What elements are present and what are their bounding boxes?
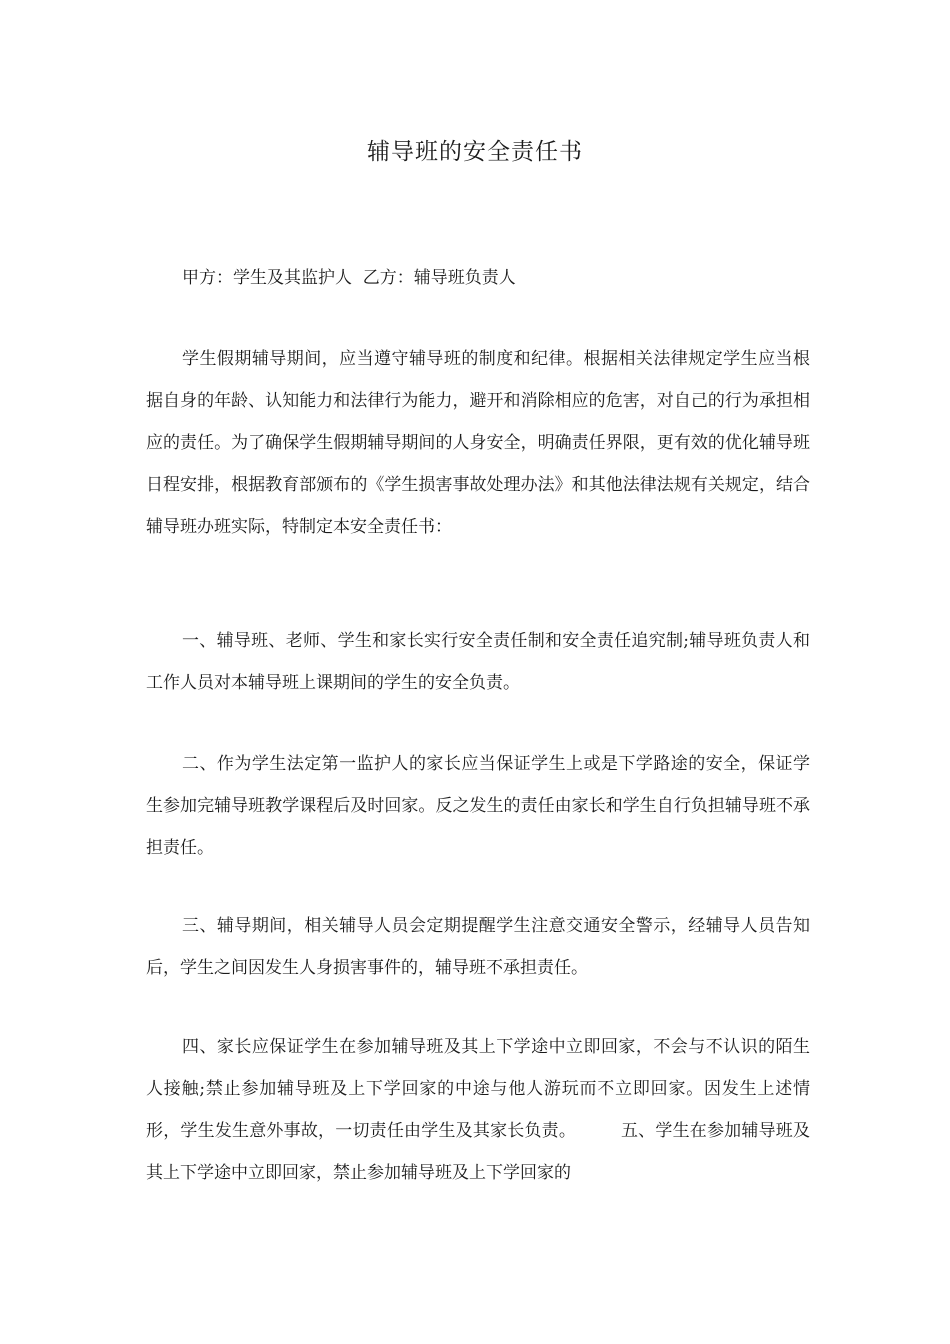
clause-1-paragraph: 一、辅导班、老师、学生和家长实行安全责任制和安全责任追究制;辅导班负责人和工作人员对本辅导班上课期间的学生的安全负责。 — [146, 631, 810, 693]
intro-paragraph: 学生假期辅导期间，应当遵守辅导班的制度和纪律。根据相关法律规定学生应当根据自身的年龄、认知能力和法律行为能力，避开和消除相应的危害，对自己的行为承担相应的责任。为了确保学生假期辅导期间的人身安全，明确责任界限，更有效的优化辅导班日程安排，根据教育部颁布的《学生损害事故处理办法》和其他法律法规有关规定，结合辅导班办班实际，特制定本安全责任书： — [146, 349, 810, 537]
parties-line: 甲方：学生及其监护人 乙方：辅导班负责人 — [182, 268, 516, 288]
clause-3-paragraph: 三、辅导期间，相关辅导人员会定期提醒学生注意交通安全警示，经辅导人员告知后，学生之间因发生人身损害事件的，辅导班不承担责任。 — [146, 916, 810, 978]
clause-2-paragraph: 二、作为学生法定第一监护人的家长应当保证学生上或是下学路途的安全，保证学生参加完辅导班教学课程后及时回家。反之发生的责任由家长和学生自行负担辅导班不承担责任。 — [146, 754, 810, 858]
clause-4-paragraph: 四、家长应保证学生在参加辅导班及其上下学途中立即回家，不会与不认识的陌生人接触;禁止参加辅导班及上下学回家的中途与他人游玩而不立即回家。因发生上述情形，学生发生意外事故，一切责任由学生及其家长负责。 五、学生在参加辅导班及其上下学途中立即回家，禁止参加辅导班及上下学回家的 — [146, 1037, 810, 1183]
document-title: 辅导班的安全责任书 — [367, 139, 583, 165]
